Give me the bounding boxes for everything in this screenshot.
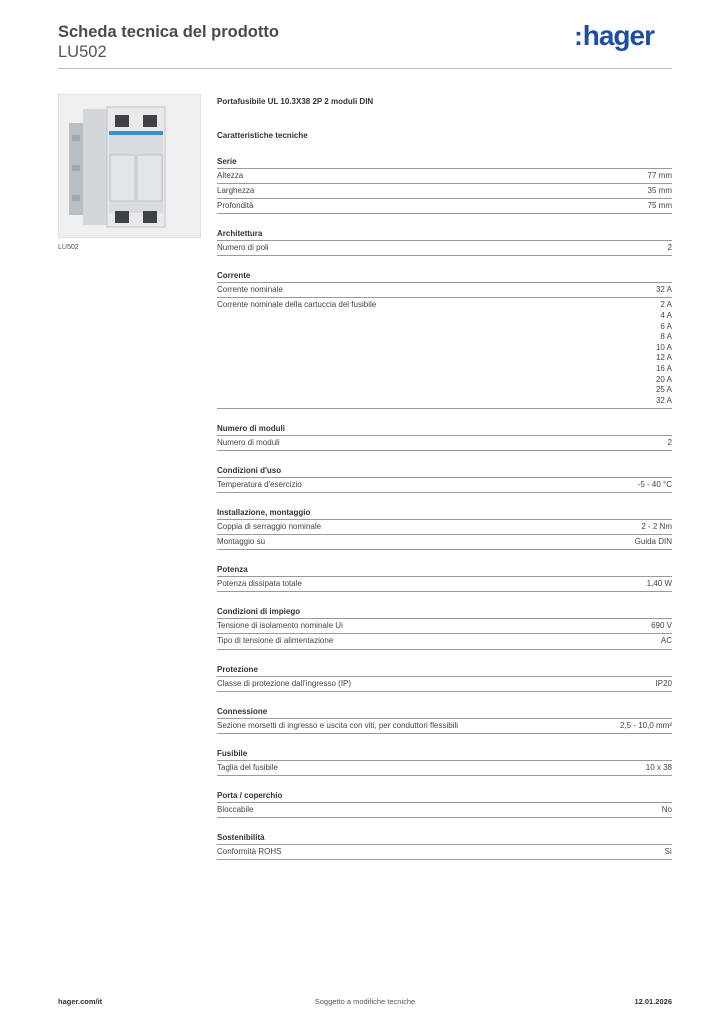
spec-group-architettura <box>217 228 672 256</box>
spec-label: Taglia del fusibile <box>217 762 278 772</box>
spec-label: Sezione morsetti di ingresso e uscita con viti, per conduttori flessibili <box>217 720 458 730</box>
spec-label: Larghezza <box>217 186 255 196</box>
spec-label: Conformità ROHS <box>217 846 282 856</box>
group-title: Condizioni d'uso <box>217 465 672 478</box>
spec-row <box>217 184 672 199</box>
spec-group-installazione <box>217 507 672 550</box>
spec-label: Temperatura d'esercizio <box>217 480 302 489</box>
spec-group-corrente <box>217 270 672 409</box>
image-caption: LU502 <box>58 244 79 251</box>
hager-logo: :hager <box>574 20 654 51</box>
spec-content <box>217 96 672 860</box>
spec-row <box>217 283 672 298</box>
section-title: Caratteristiche tecniche <box>217 131 308 140</box>
footer-website-link[interactable]: hager.com/it <box>58 997 103 1006</box>
spec-value: 32 A <box>655 395 672 405</box>
spec-row <box>217 803 672 818</box>
spec-value: 2 <box>667 243 672 253</box>
spec-row <box>217 761 672 776</box>
spec-value: 2 A <box>660 300 672 310</box>
spec-label: Tensione di isolamento nominale Ui <box>217 621 343 631</box>
group-title: Porta / coperchio <box>217 790 672 803</box>
spec-row <box>217 520 672 535</box>
spec-value: 35 mm <box>647 186 672 196</box>
spec-group-sostenibilita <box>217 832 672 860</box>
spec-value: AC <box>660 636 672 646</box>
group-title: Numero di moduli <box>217 423 672 436</box>
spec-label: Montaggio su <box>217 537 266 547</box>
spec-value: IP20 <box>655 678 672 688</box>
spec-value: 10 A <box>655 342 672 352</box>
document-title: Scheda tecnica del prodotto <box>58 23 279 41</box>
spec-value: 10 x 38 <box>645 762 672 772</box>
spec-value: 16 A <box>655 364 672 374</box>
spec-row <box>217 298 672 408</box>
spec-row <box>217 169 672 184</box>
spec-label: Bloccabile <box>217 804 254 814</box>
spec-value: 32 A <box>655 285 672 295</box>
spec-label: Potenza dissipata totale <box>217 579 302 589</box>
spec-label: Classe di protezione dall'ingresso (IP) <box>217 678 352 688</box>
spec-label: Numero di poli <box>217 243 269 253</box>
spec-label: Altezza <box>217 171 244 180</box>
spec-group-porta-coperchio <box>217 790 672 818</box>
footer-disclaimer: Soggetto a modifiche tecniche <box>314 997 416 1006</box>
spec-group-potenza <box>217 564 672 592</box>
spec-row <box>217 719 672 734</box>
spec-group-serie <box>217 156 672 214</box>
spec-row <box>217 634 672 649</box>
group-title: Fusibile <box>217 748 672 761</box>
spec-value-list <box>656 300 672 406</box>
spec-value: 25 A <box>655 385 672 395</box>
spec-value: No <box>661 804 672 814</box>
spec-label: Corrente nominale della cartuccia del fusibile <box>217 300 377 310</box>
spec-value: 2,5 - 10,0 mm² <box>619 720 672 730</box>
spec-value: 12 A <box>655 353 672 363</box>
group-title: Connessione <box>217 706 672 719</box>
spec-value: 2 <box>667 437 672 447</box>
spec-value: 20 A <box>655 374 672 384</box>
footer-date: 12.01.2026 <box>634 997 672 1006</box>
product-name: Portafusibile UL 10.3X38 2P 2 moduli DIN <box>217 97 374 106</box>
group-title: Condizioni di impiego <box>217 606 672 619</box>
logo-text: hager <box>582 20 654 51</box>
spec-value: Sì <box>664 846 672 856</box>
spec-group-numero-moduli <box>217 423 672 451</box>
spec-value: 2 - 2 Nm <box>641 522 672 532</box>
fuse-holder-illustration <box>59 95 201 238</box>
spec-group-protezione <box>217 664 672 692</box>
spec-label: Corrente nominale <box>217 285 283 295</box>
spec-row <box>217 845 672 860</box>
spec-label: Profondità <box>217 201 254 211</box>
spec-row <box>217 619 672 634</box>
spec-value: -5 - 40 °C <box>637 480 672 489</box>
group-title: Sostenibilità <box>217 832 672 845</box>
spec-value: 4 A <box>660 311 672 321</box>
spec-group-condizioni-impiego <box>217 606 672 649</box>
group-title: Architettura <box>217 228 672 241</box>
spec-row <box>217 535 672 550</box>
spec-label: Numero di moduli <box>217 437 280 447</box>
spec-row <box>217 436 672 451</box>
spec-group-connessione <box>217 706 672 734</box>
group-title: Installazione, montaggio <box>217 507 672 520</box>
page-header <box>58 20 672 70</box>
spec-group-condizioni-uso <box>217 465 672 493</box>
product-image <box>58 94 201 238</box>
product-code: LU502 <box>58 43 107 61</box>
spec-value: 75 mm <box>647 201 672 211</box>
spec-value: 8 A <box>660 332 672 342</box>
spec-value: 1,40 W <box>646 579 672 589</box>
group-title: Potenza <box>217 564 672 577</box>
spec-value: 77 mm <box>647 171 672 180</box>
spec-label: Coppia di serraggio nominale <box>217 522 322 532</box>
spec-value: 6 A <box>660 321 672 331</box>
spec-row <box>217 577 672 592</box>
spec-value: 690 V <box>651 621 672 631</box>
group-title: Corrente <box>217 270 672 283</box>
spec-value: Guida DIN <box>634 537 672 547</box>
spec-label: Tipo di tensione di alimentazione <box>217 636 334 646</box>
group-title: Protezione <box>217 664 672 677</box>
spec-group-fusibile <box>217 748 672 776</box>
spec-row <box>217 677 672 692</box>
spec-row <box>217 241 672 256</box>
spec-row <box>217 199 672 214</box>
group-title: Serie <box>217 156 672 169</box>
header-divider <box>58 68 672 69</box>
spec-row <box>217 478 672 493</box>
